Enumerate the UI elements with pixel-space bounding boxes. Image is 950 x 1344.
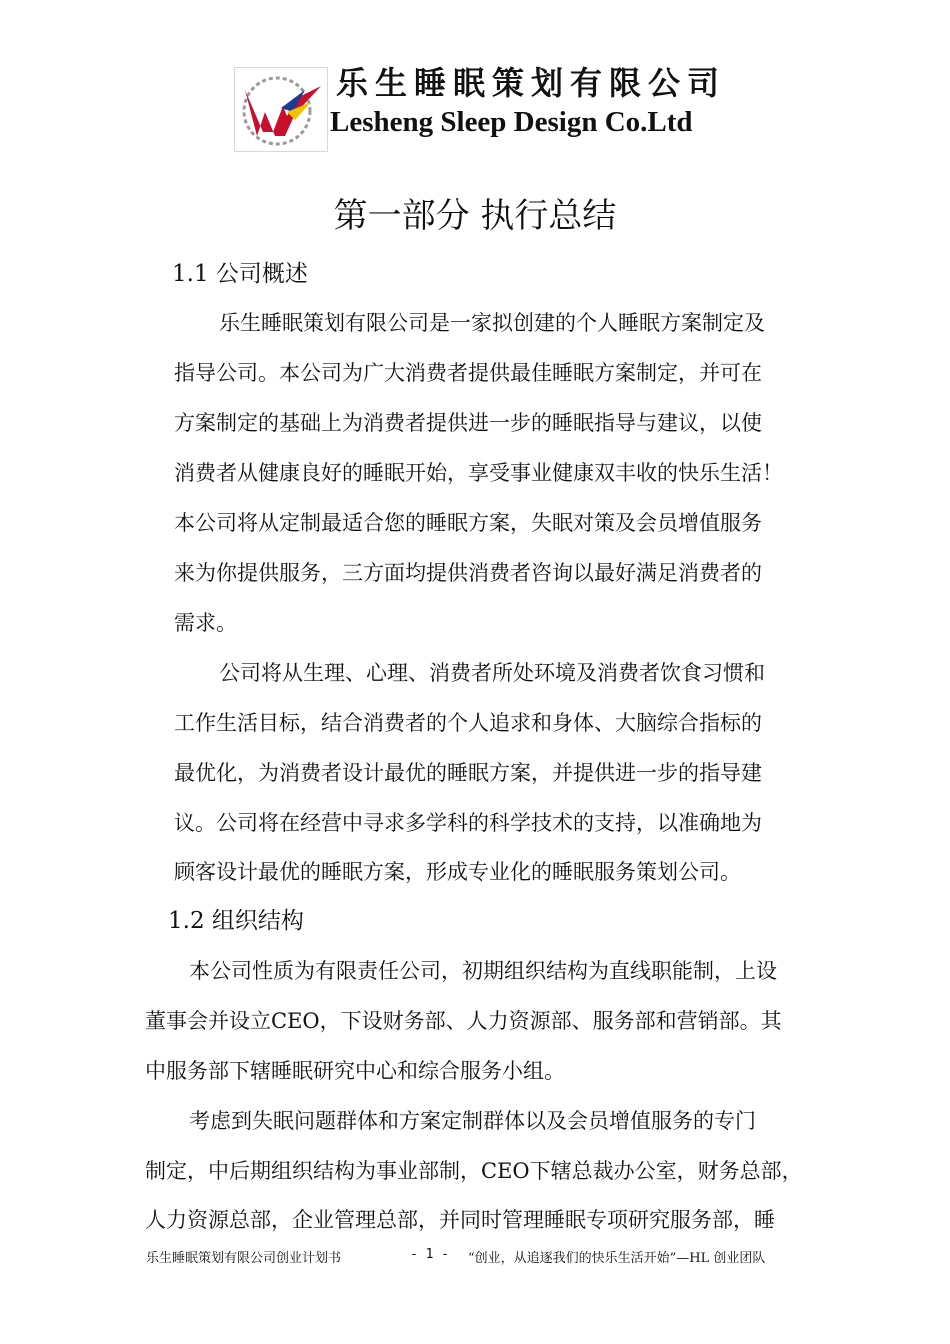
paragraph-line: 本公司性质为有限责任公司，初期组织结构为直线职能制，上设 — [189, 959, 777, 983]
paragraph-line: 方案制定的基础上为消费者提供进一步的睡眠指导与建议，以使 — [174, 411, 762, 435]
paragraph-line: 消费者从健康良好的睡眠开始，享受事业健康双丰收的快乐生活！ — [174, 461, 783, 485]
logo-emblem-icon — [235, 68, 327, 151]
part-title: 第一部分 执行总结 — [333, 196, 617, 236]
paragraph-line: 指导公司。本公司为广大消费者提供最佳睡眠方案制定，并可在 — [174, 361, 762, 385]
paragraph-line: 考虑到失眠问题群体和方案定制群体以及会员增值服务的专门 — [189, 1109, 756, 1133]
paragraph-line: 本公司将从定制最适合您的睡眠方案，失眠对策及会员增值服务 — [174, 511, 762, 535]
footer-title: 乐生睡眠策划有限公司创业计划书 — [146, 1251, 342, 1266]
paragraph-line: 乐生睡眠策划有限公司是一家拟创建的个人睡眠方案制定及 — [219, 311, 765, 335]
paragraph-line: 中服务部下辖睡眠研究中心和综合服务小组。 — [145, 1059, 565, 1083]
paragraph-line: 需求。 — [174, 611, 237, 635]
footer-slogan: “创业，从追逐我们的快乐生活开始”—HL 创业团队 — [468, 1251, 766, 1266]
paragraph-line: 议。公司将在经营中寻求多学科的科学技术的支持，以准确地为 — [174, 811, 762, 835]
paragraph-line: 最优化，为消费者设计最优的睡眠方案，并提供进一步的指导建 — [174, 761, 762, 785]
paragraph-line: 人力资源总部，企业管理总部，并同时管理睡眠专项研究服务部，睡 — [145, 1208, 775, 1232]
paragraph-line: 制定，中后期组织结构为事业部制，CEO下辖总裁办公室，财务总部， — [145, 1159, 803, 1183]
paragraph-line: 董事会并设立CEO，下设财务部、人力资源部、服务部和营销部。其 — [145, 1009, 782, 1033]
paragraph-line: 工作生活目标，结合消费者的个人追求和身体、大脑综合指标的 — [174, 711, 762, 735]
paragraph-line: 顾客设计最优的睡眠方案，形成专业化的睡眠服务策划公司。 — [174, 860, 741, 884]
company-name-cn: 乐生睡眠策划有限公司 — [336, 64, 727, 102]
company-logo — [234, 67, 328, 152]
company-name-en: Lesheng Sleep Design Co.Ltd — [330, 106, 693, 138]
paragraph-line: 来为你提供服务，三方面均提供消费者咨询以最好满足消费者的 — [174, 561, 762, 585]
page-number: - 1 - — [410, 1247, 450, 1262]
section-heading-1-1: 1.1 公司概述 — [172, 261, 308, 287]
section-heading-1-2: 1.2 组织结构 — [168, 908, 304, 934]
paragraph-line: 公司将从生理、心理、消费者所处环境及消费者饮食习惯和 — [219, 661, 765, 685]
